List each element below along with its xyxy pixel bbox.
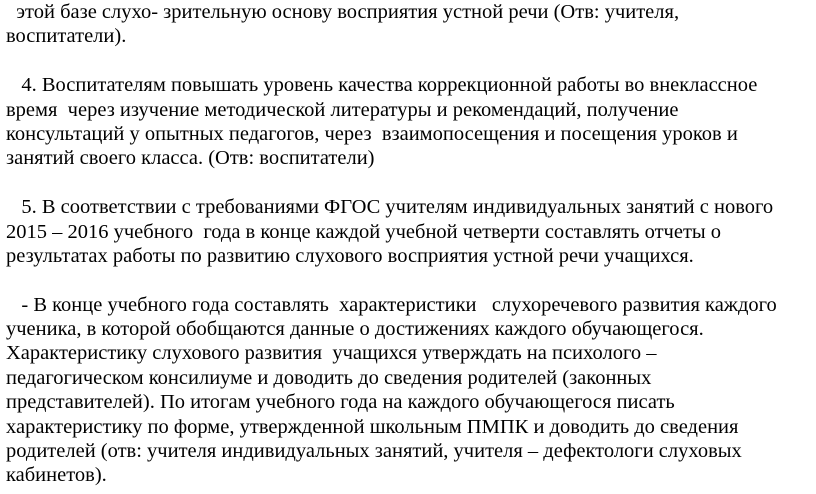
paragraph-spacer — [6, 268, 812, 292]
document-body — [6, 0, 812, 488]
text-line: Характеристику слухового развития учащихся утверждать на психолого – — [6, 342, 657, 365]
paragraph-spacer — [6, 171, 812, 195]
text-line: воспитатели). — [6, 25, 127, 48]
paragraph-item-5 — [6, 195, 812, 268]
paragraph-responsibility-teachers — [6, 0, 812, 49]
text-line: 5. В соответствии с требованиями ФГОС учителям индивидуальных занятий с нового — [6, 196, 774, 219]
text-line: родителей (отв: учителя индивидуальных занятий, учителя – дефектологи слуховых — [6, 440, 742, 463]
text-line: ученика, в которой обобщаются данные о достижениях каждого обучающегося. — [6, 318, 704, 341]
paragraph-characteristics — [6, 293, 812, 488]
text-line: консультаций у опытных педагогов, через взаимопосещения и посещения уроков и — [6, 122, 738, 145]
text-line: кабинетов). — [6, 464, 107, 487]
text-line: характеристику по форме, утвержденной школьным ПМПК и доводить до сведения — [6, 415, 739, 438]
text-line: занятий своего класса. (Отв: воспитатели) — [6, 147, 375, 170]
text-line: педагогическом консилиуме и доводить до сведения родителей (законных — [6, 366, 652, 389]
text-line: представителей). По итогам учебного года на каждого обучающегося писать — [6, 391, 675, 414]
paragraph-item-4 — [6, 73, 812, 171]
text-line: - В конце учебного года составлять характеристики слухоречевого развития каждого — [6, 293, 777, 316]
text-line: результатах работы по развитию слухового восприятия устной речи учащихся. — [6, 244, 694, 267]
text-line: 2015 – 2016 учебного года в конце каждой учебной четверти составлять отчеты о — [6, 220, 722, 243]
text-line: этой базе слухо- зрительную основу восприятия устной речи (Отв: учителя, — [6, 1, 680, 23]
text-line: 4. Воспитателям повышать уровень качества коррекционной работы во внеклассное — [6, 74, 758, 97]
text-line: время через изучение методической литературы и рекомендаций, получение — [6, 98, 679, 121]
paragraph-spacer — [6, 49, 812, 73]
